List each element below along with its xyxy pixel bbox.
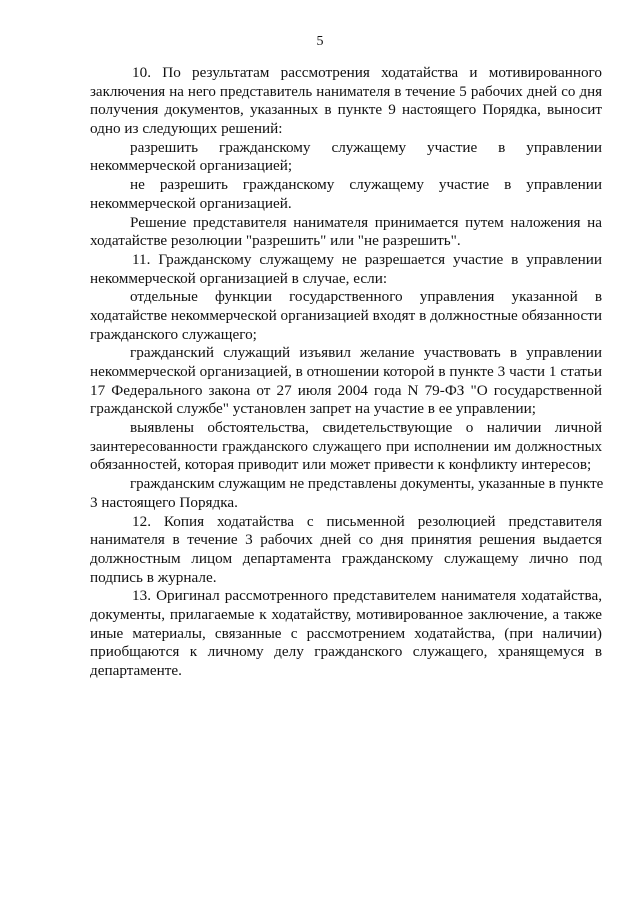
text-line: гражданский служащий изъявил желание участвовать в управлении	[130, 344, 602, 362]
text-line: гражданской службе" установлен запрет на участие в ее управлении;	[90, 400, 536, 418]
text-line: ходатайстве резолюции "разрешить" или "не разрешить".	[90, 232, 461, 250]
text-line: не разрешить гражданскому служащему участие в управлении	[130, 176, 602, 194]
text-line: обязанностей, которая приводит или может привести к конфликту интересов;	[90, 456, 592, 474]
text-line: заинтересованности гражданского служащего при исполнении им должностных	[90, 438, 602, 455]
document-body	[90, 64, 602, 681]
text-line: департаменте.	[90, 662, 182, 679]
text-line: гражданского служащего;	[90, 325, 257, 343]
text-line: некоммерческой организацией;	[90, 157, 293, 175]
text-line: некоммерческой организацией.	[90, 194, 292, 212]
text-line: Решение представителя нанимателя принимается путем наложения на	[130, 213, 602, 231]
text-line: 3 настоящего Порядка.	[90, 493, 238, 511]
text-line: 13. Оригинал рассмотренного представителем нанимателя ходатайства,	[132, 587, 602, 605]
text-line: приобщаются к личному делу гражданского служащего, хранящемуся в	[90, 643, 602, 661]
text-line: 17 Федерального закона от 27 июля 2004 года N 79-ФЗ "О государственной	[90, 381, 602, 399]
text-line: отдельные функции государственного управления указанной в	[130, 288, 602, 306]
text-line: подпись в журнале.	[90, 568, 217, 586]
text-line: иные материалы, связанные с рассмотрением ходатайства, (при наличии)	[90, 624, 602, 642]
text-line: 12. Копия ходатайства с письменной резолюцией представителя	[132, 512, 602, 530]
page-number: 5	[316, 34, 324, 49]
text-line: разрешить гражданскому служащему участие в управлении	[130, 138, 602, 156]
text-line: заключения на него представитель нанимателя в течение 5 рабочих дней со дня	[90, 83, 602, 100]
text-line: должностным лицом департамента гражданскому служащему лично под	[90, 549, 602, 567]
text-line: некоммерческой организацией, в отношении которой в пункте 3 части 1 статьи	[90, 363, 602, 380]
text-line: гражданским служащим не представлены документы, указанные в пункте	[130, 476, 604, 493]
text-line: получения документов, указанных в пункте 9 настоящего Порядка, выносит	[90, 101, 602, 119]
text-line: ходатайстве некоммерческой организацией входят в должностные обязанности	[90, 306, 602, 324]
text-line: 10. По результатам рассмотрения ходатайства и мотивированного	[132, 64, 602, 81]
text-line: 11. Гражданскому служащему не разрешается участие в управлении	[132, 250, 602, 268]
text-line: некоммерческой организацией в случае, если:	[90, 269, 388, 287]
text-line: нанимателя в течение 3 рабочих дней со дня принятия решения выдается	[90, 531, 602, 549]
text-line: документы, прилагаемые к ходатайству, мотивированное заключение, а также	[90, 605, 602, 623]
text-line: выявлены обстоятельства, свидетельствующие о наличии личной	[130, 419, 602, 437]
text-line: одно из следующих решений:	[90, 120, 283, 138]
